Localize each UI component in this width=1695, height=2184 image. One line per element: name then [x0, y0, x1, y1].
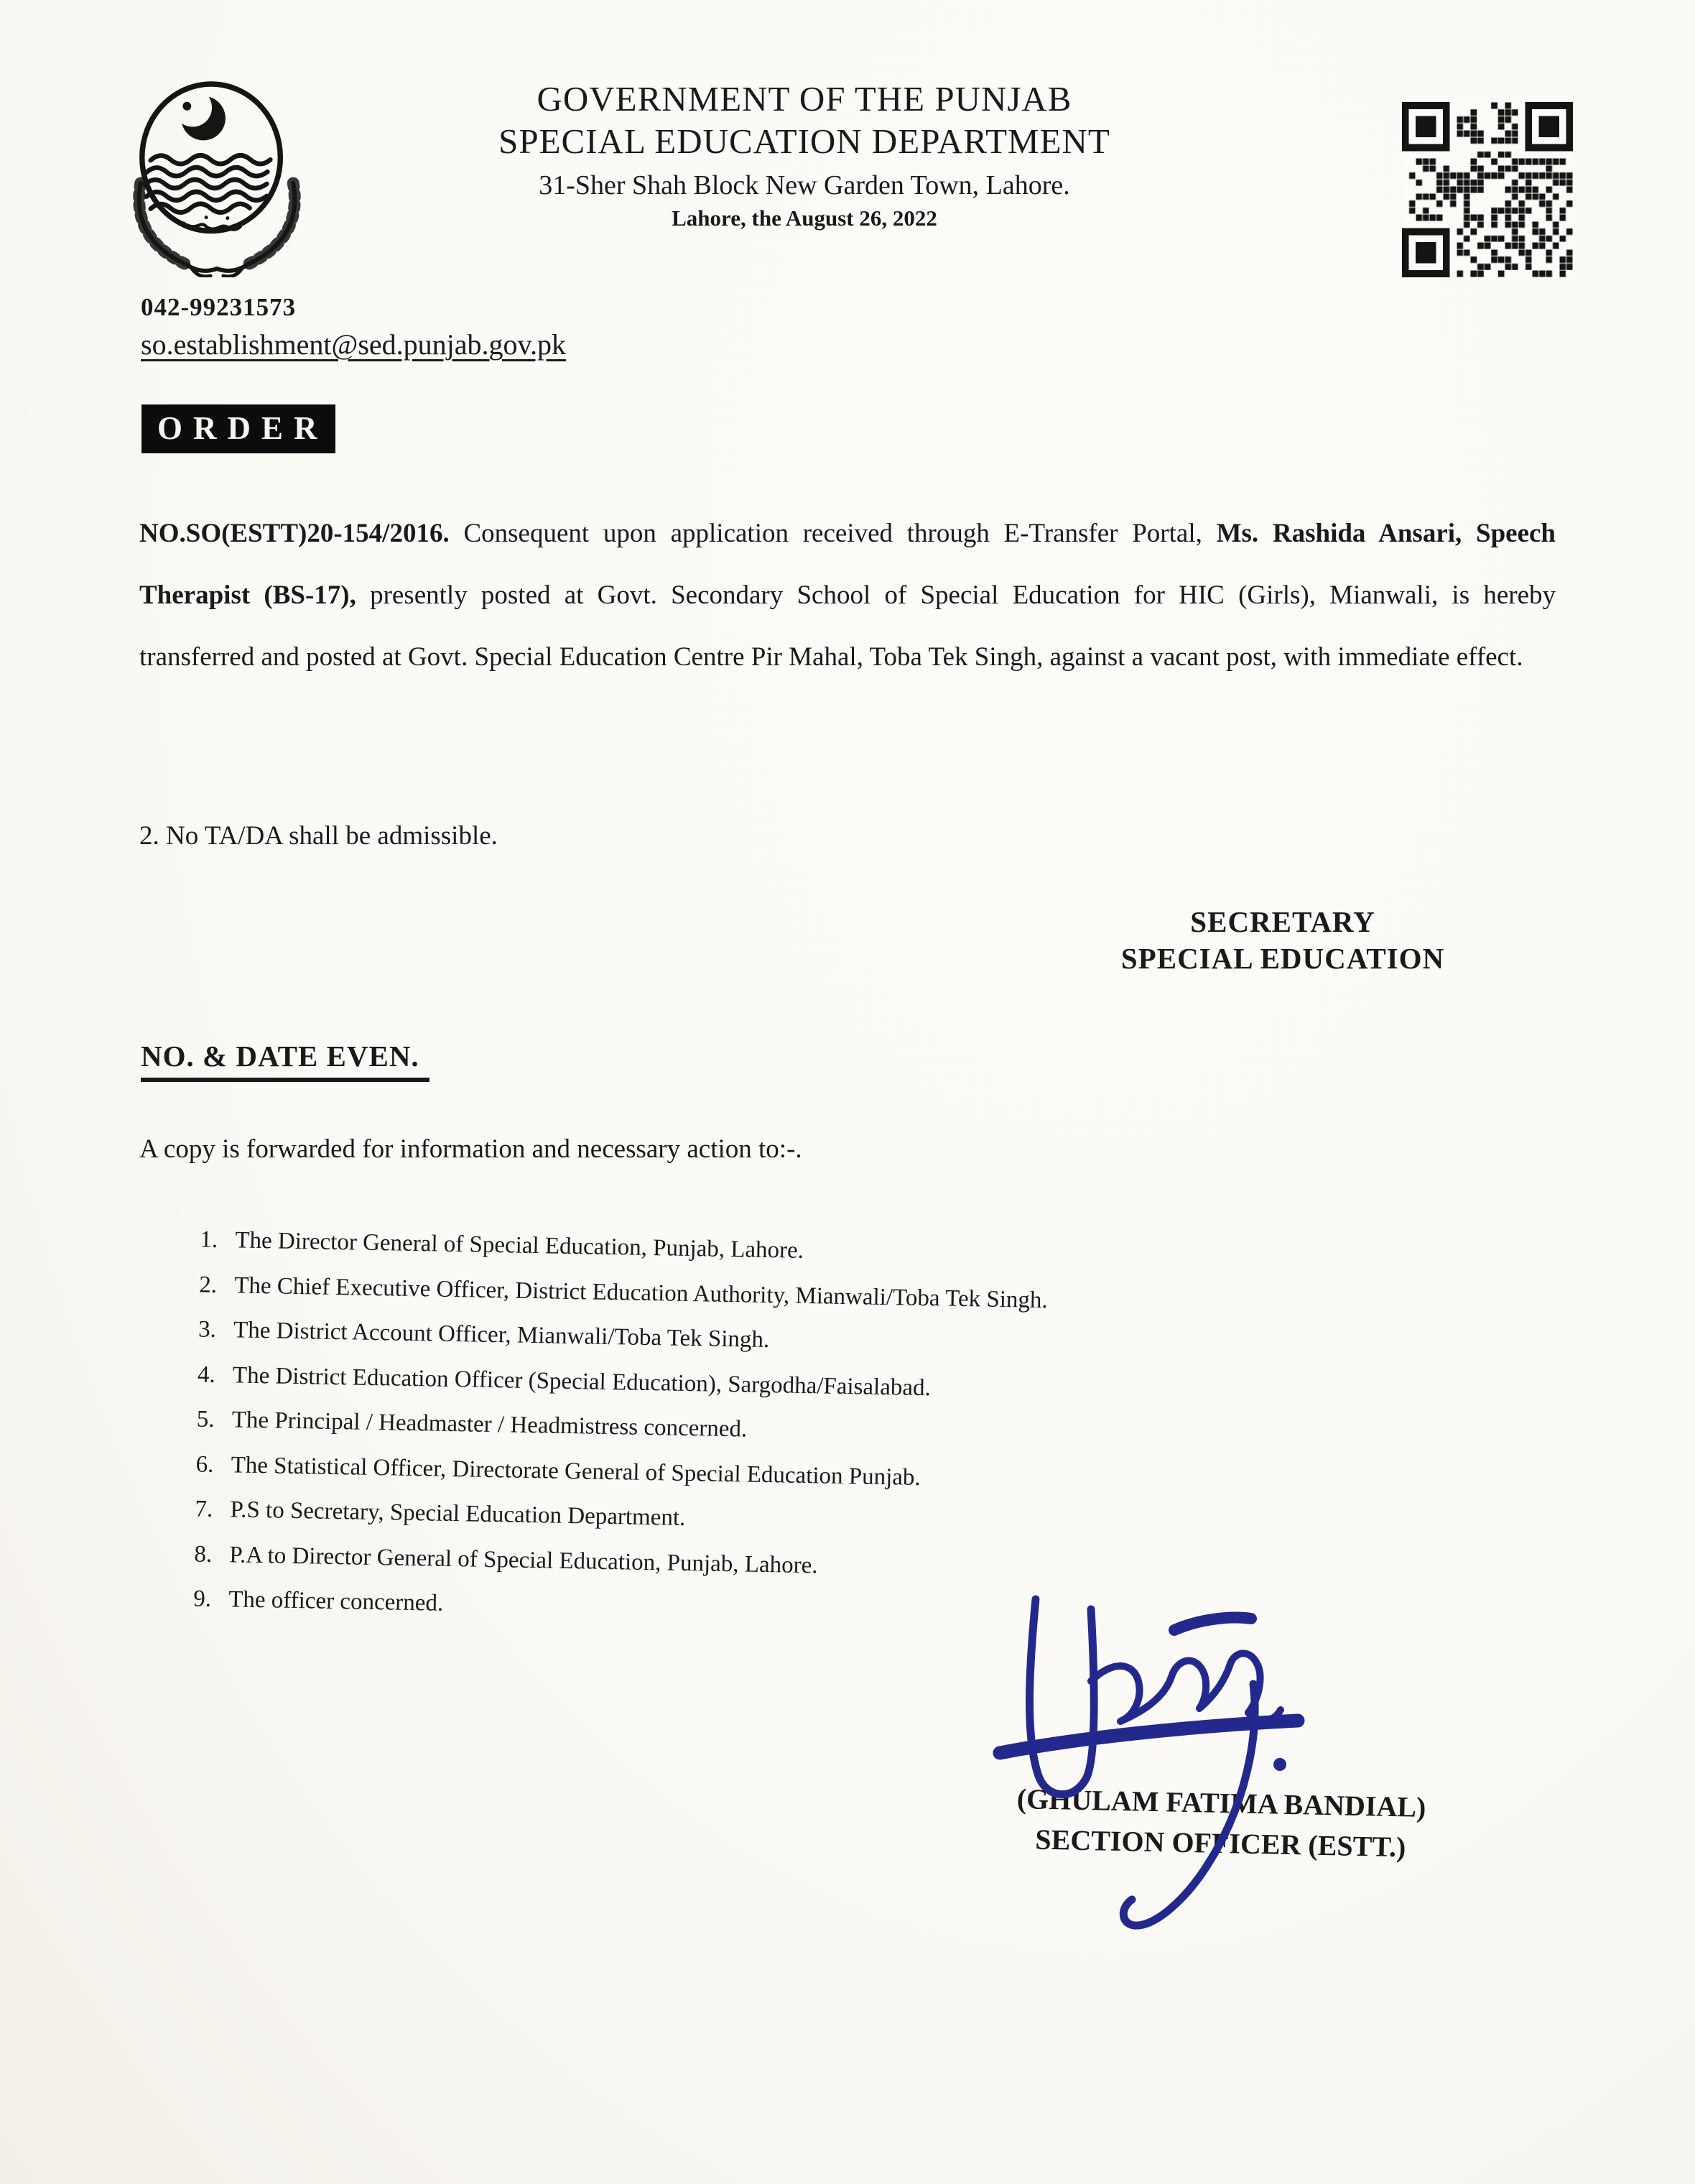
- department-title-line2: SPECIAL EDUCATION DEPARTMENT: [498, 121, 1110, 161]
- signatory-department: SPECIAL EDUCATION: [1120, 942, 1445, 975]
- list-item: 2. The Chief Executive Officer, District Education Authority, Mianwali/Toba Tek Singh.: [223, 1263, 1602, 1333]
- paragraph-text-a: Consequent upon application received through E-Transfer Portal,: [449, 519, 1217, 548]
- forwarding-line: A copy is forwarded for information and necessary action to:-.: [139, 1134, 802, 1164]
- distribution-list: [172, 1217, 1603, 1647]
- signature-ink: [971, 1589, 1316, 1948]
- list-item: 1. The Director General of Special Education, Punjab, Lahore.: [223, 1218, 1603, 1288]
- reference-number: NO.SO(ESTT)20-154/2016.: [139, 519, 450, 548]
- officer-designation: SECTION OFFICER (ESTT.): [1034, 1823, 1406, 1864]
- qr-code: [1402, 102, 1573, 277]
- list-item: 3. The District Account Officer, Mianwali/Toba Tek Singh.: [222, 1308, 1602, 1378]
- signature-block: [955, 1777, 1487, 1869]
- email-address: so.establishment@sed.punjab.gov.pk: [141, 328, 566, 361]
- paragraph-text-b: presently posted at Govt. Secondary School of Special Education for HIC (Girls), Mianwali, is hereby transferred and posted at Govt. Special Education Centre Pir Mahal, Toba Tek Singh, against a vacant post, with immediate effect.: [139, 580, 1556, 672]
- list-item: 7. P.S to Secretary, Special Education Department.: [218, 1487, 1598, 1558]
- list-item: 6. The Statistical Officer, Directorate General of Special Education Punjab.: [219, 1443, 1599, 1513]
- department-address: 31-Sher Shah Block New Garden Town, Lahore.: [539, 170, 1070, 200]
- subject-officer-name: Ms. Rashida Ansari, Speech Therapist (BS-17),: [139, 519, 1556, 610]
- officer-name: (GHULAM FATIMA BANDIAL): [1016, 1782, 1426, 1823]
- list-item: 4. The District Education Officer (Special Education), Sargodha/Faisalabad.: [220, 1353, 1600, 1423]
- order-heading-badge: ORDER: [141, 404, 335, 453]
- list-item: 9. The officer concerned.: [217, 1577, 1597, 1647]
- ta-da-clause: 2. No TA/DA shall be admissible.: [139, 821, 498, 851]
- signatory-title: SECRETARY: [1190, 905, 1375, 938]
- letterhead: [388, 80, 1221, 230]
- phone-number: 042-99231573: [141, 293, 297, 321]
- department-title-line1: GOVERNMENT OF THE PUNJAB: [537, 79, 1072, 119]
- order-paragraph: [139, 503, 1556, 688]
- endorsement-heading: NO. & DATE EVEN.: [141, 1039, 429, 1082]
- signatory-authority: [1027, 904, 1538, 977]
- issue-dateline: Lahore, the August 26, 2022: [672, 205, 937, 231]
- punjab-crest-logo: [121, 78, 313, 277]
- list-item: 5. The Principal / Headmaster / Headmistress concerned.: [220, 1397, 1599, 1468]
- list-item: 8. P.A to Director General of Special Education, Punjab, Lahore.: [218, 1532, 1597, 1603]
